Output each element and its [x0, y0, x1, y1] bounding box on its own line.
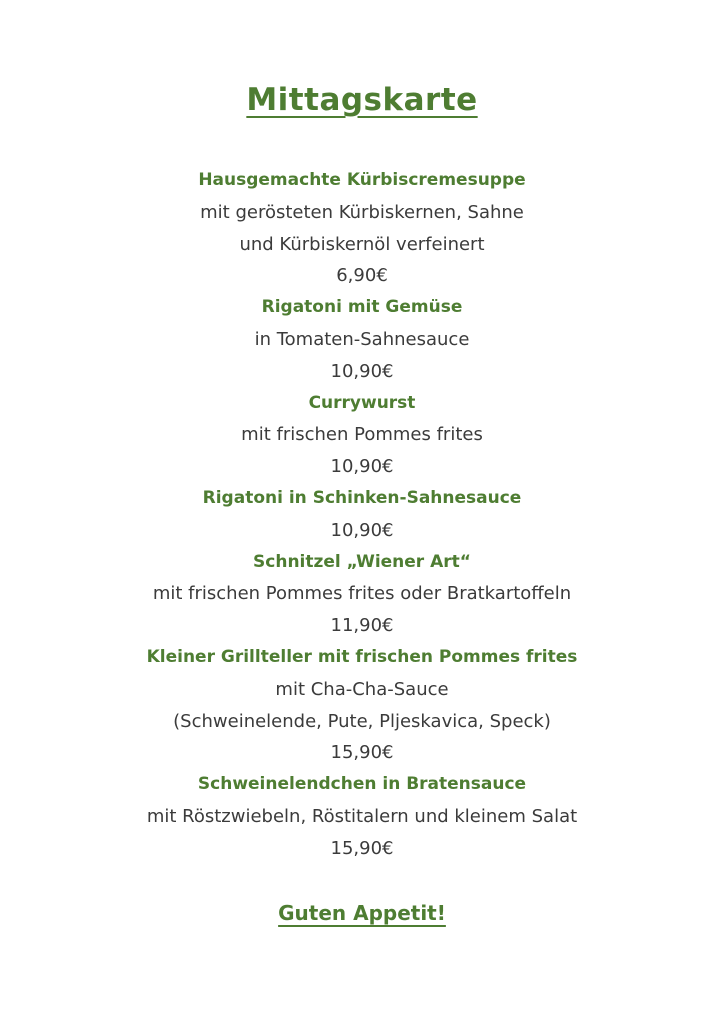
menu-item-name: Currywurst: [308, 392, 416, 413]
menu-item-price: 15,90€: [330, 742, 394, 764]
menu-item-name: Schnitzel „Wiener Art“: [253, 551, 471, 572]
menu-item: [0, 388, 724, 483]
menu-item: [0, 769, 724, 864]
menu-item-description: mit frischen Pommes frites: [241, 424, 483, 446]
menu-item-price: 10,90€: [330, 519, 394, 541]
menu-item-name: Kleiner Grillteller mit frischen Pommes frites: [146, 646, 578, 667]
menu-item-description: mit Cha-Cha-Sauce: [275, 678, 449, 700]
menu-item: [0, 642, 724, 769]
footer-message: Guten Appetit!: [278, 900, 446, 925]
menu-item-description: (Schweinelende, Pute, Pljeskavica, Speck): [173, 710, 551, 732]
menu-item: [0, 292, 724, 387]
menu-item-description: mit Röstzwiebeln, Röstitalern und kleinem Salat: [146, 805, 578, 827]
menu-item-price: 10,90€: [330, 456, 394, 478]
menu-item-name: Rigatoni in Schinken-Sahnesauce: [202, 487, 522, 508]
menu-item-description: mit frischen Pommes frites oder Bratkartoffeln: [152, 583, 572, 605]
menu-item: [0, 483, 724, 547]
menu-item-name: Rigatoni mit Gemüse: [261, 297, 463, 318]
menu-item-price: 11,90€: [330, 615, 394, 637]
menu-item-description: in Tomaten-Sahnesauce: [254, 328, 470, 350]
menu-items: [0, 165, 724, 865]
menu-item-description: mit gerösteten Kürbiskernen, Sahne: [200, 201, 524, 223]
page-title: Mittagskarte: [246, 82, 478, 118]
menu-item: [0, 547, 724, 642]
menu-item-price: 15,90€: [330, 837, 394, 859]
menu-item-price: 6,90€: [336, 265, 388, 287]
menu-item-price: 10,90€: [330, 360, 394, 382]
menu-item-description: und Kürbiskernöl verfeinert: [239, 233, 485, 255]
menu-item: [0, 165, 724, 292]
menu-item-name: Schweinelendchen in Bratensauce: [197, 774, 527, 795]
menu-item-name: Hausgemachte Kürbiscremesuppe: [198, 170, 526, 190]
